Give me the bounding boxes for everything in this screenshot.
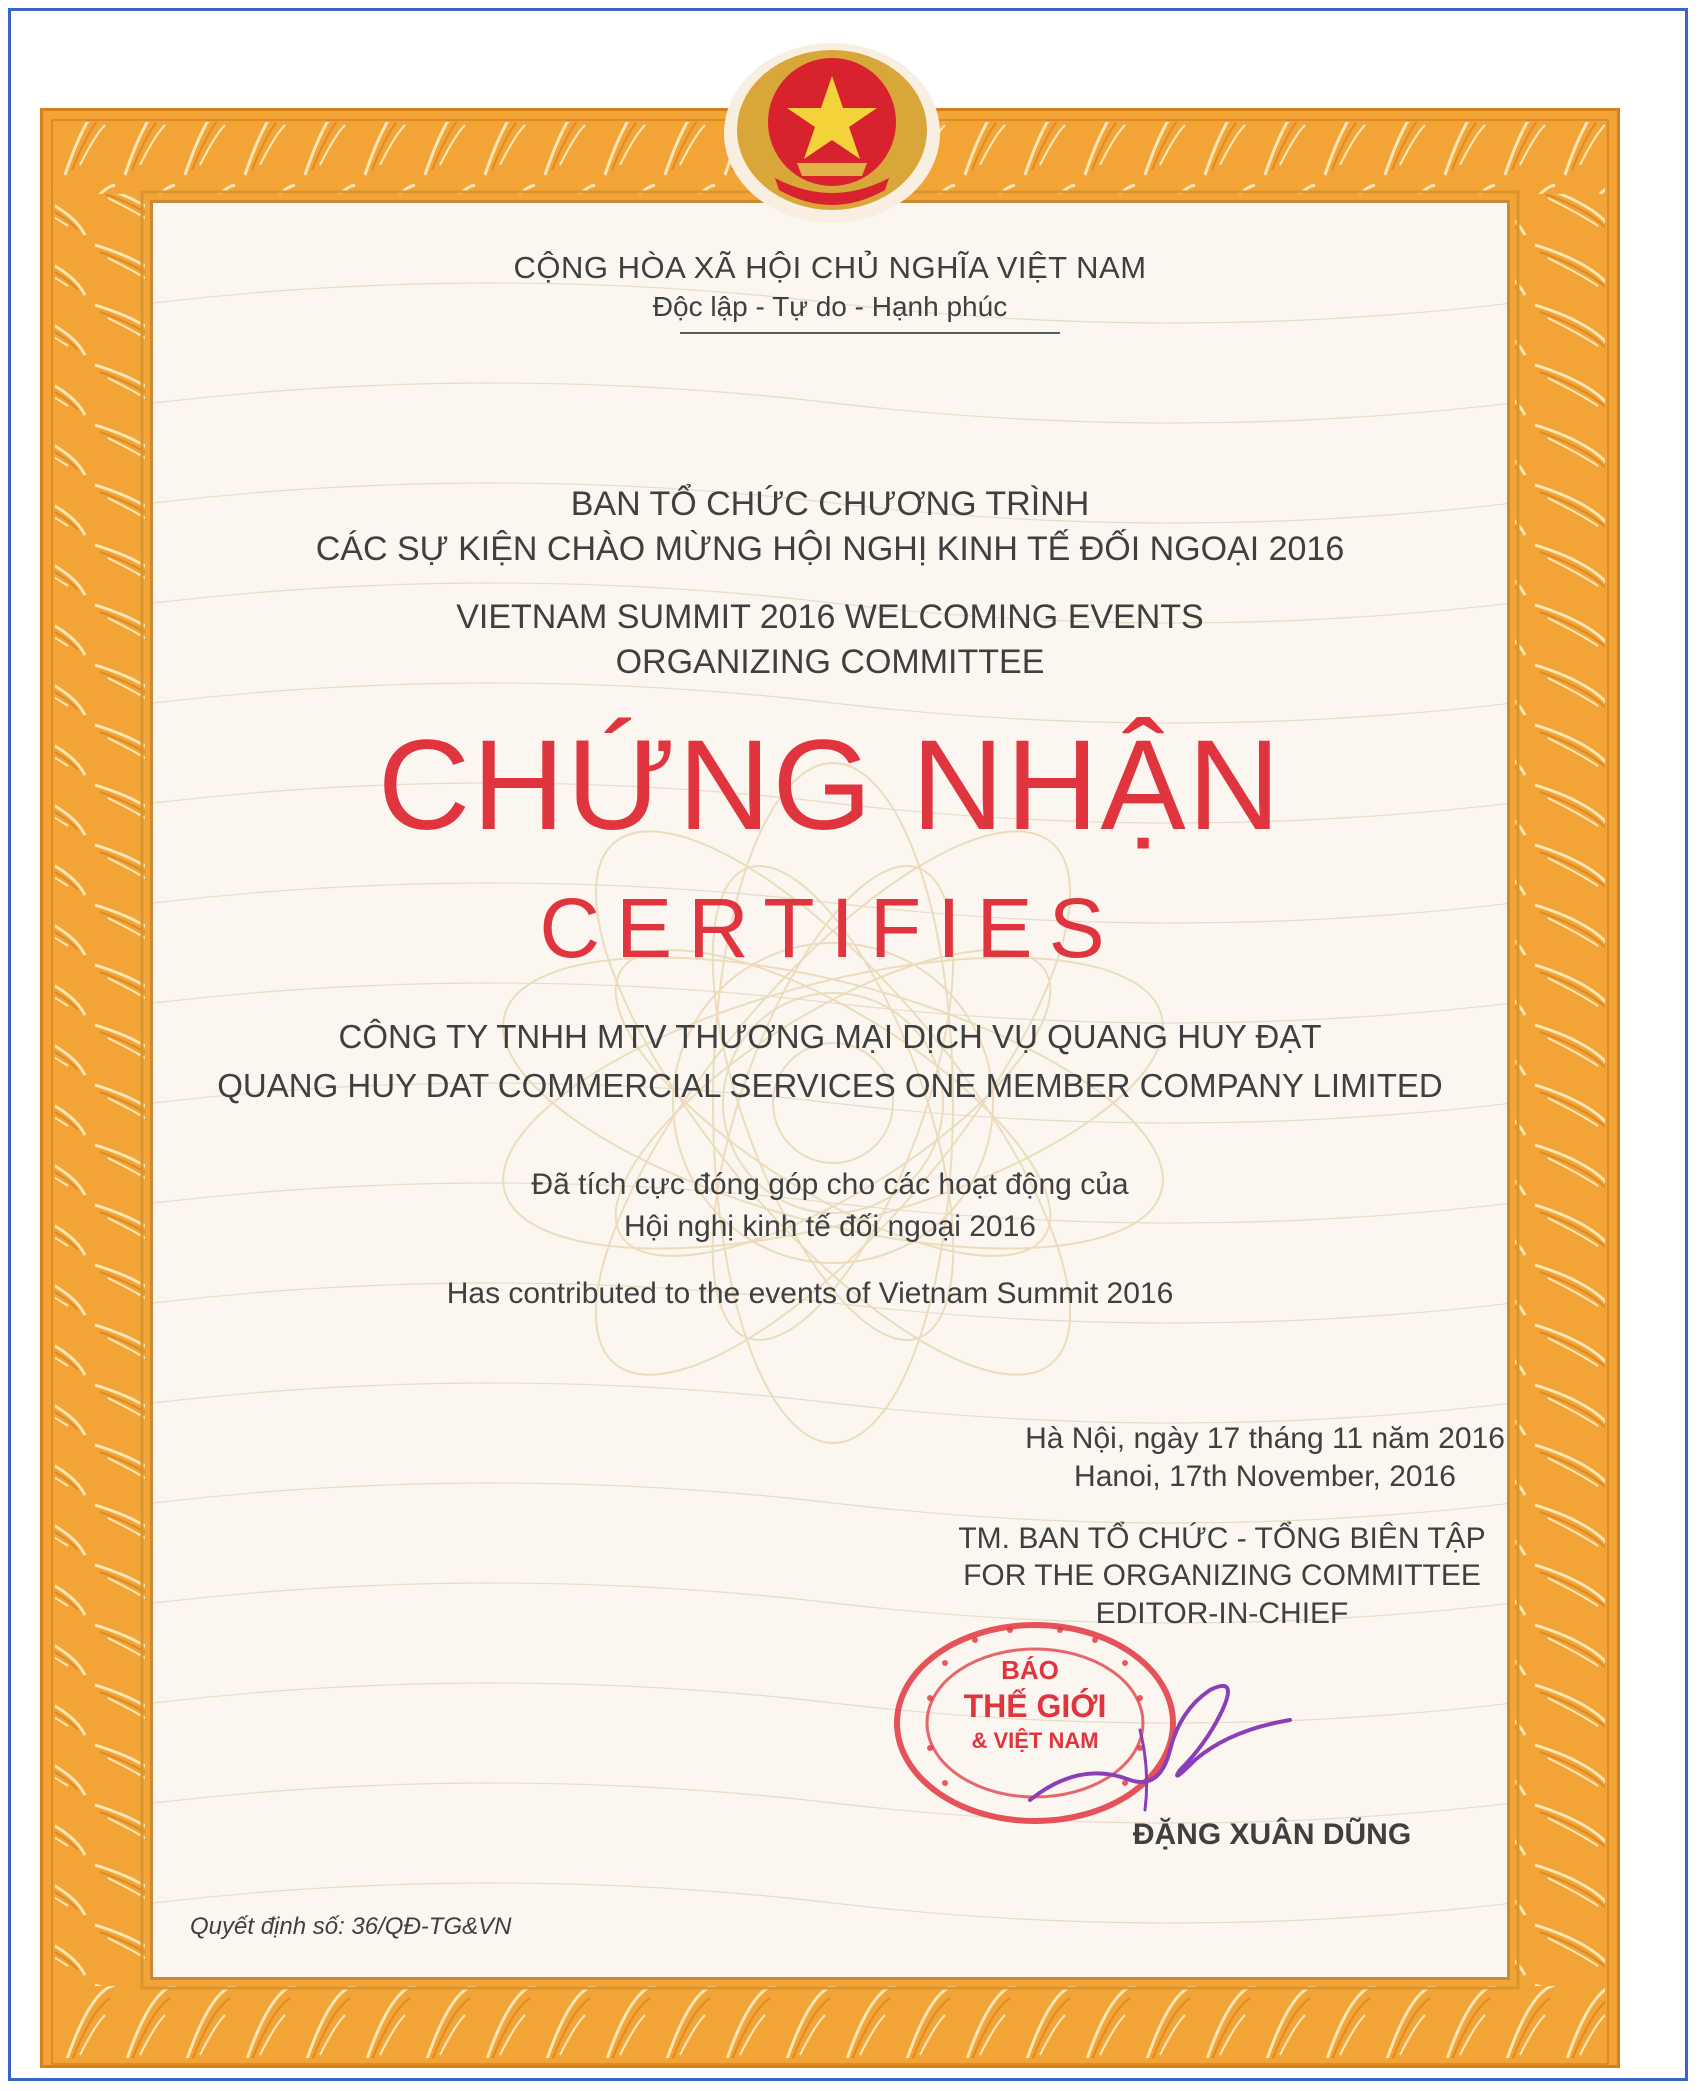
organizer-en-line1: VIETNAM SUMMIT 2016 WELCOMING EVENTS bbox=[456, 598, 1204, 636]
certificate-title-en: CERTIFIES bbox=[539, 881, 1121, 975]
organizer-en-line2: ORGANIZING COMMITTEE bbox=[615, 643, 1045, 681]
organizer-vi-line1: BAN TỔ CHỨC CHƯƠNG TRÌNH bbox=[570, 485, 1090, 523]
decision-number: Quyết định số: 36/QĐ-TG&VN bbox=[190, 1913, 512, 1940]
republic-name: CỘNG HÒA XÃ HỘI CHỦ NGHĨA VIỆT NAM bbox=[513, 250, 1147, 285]
issue-date-vi: Hà Nội, ngày 17 tháng 11 năm 2016 bbox=[1025, 1422, 1505, 1455]
signatory-title-en: FOR THE ORGANIZING COMMITTEE bbox=[963, 1559, 1481, 1592]
handwritten-signature bbox=[1020, 1660, 1300, 1820]
signer-name: ĐẶNG XUÂN DŨNG bbox=[1132, 1818, 1412, 1851]
national-emblem-icon bbox=[717, 38, 947, 228]
issue-date-en: Hanoi, 17th November, 2016 bbox=[1074, 1460, 1456, 1493]
signatory-role: EDITOR-IN-CHIEF bbox=[1095, 1597, 1349, 1630]
seal-text-line2: THẾ GIỚI bbox=[963, 1688, 1107, 1724]
seal-text-line1: BÁO bbox=[1001, 1655, 1059, 1685]
seal-text-line3: & VIỆT NAM bbox=[971, 1728, 1099, 1753]
motto-underline bbox=[680, 332, 1060, 334]
national-motto: Độc lập - Tự do - Hạnh phúc bbox=[652, 291, 1008, 322]
contribution-text-vi-line2: Hội nghị kinh tế đối ngoại 2016 bbox=[624, 1210, 1036, 1243]
organizer-vi-line2: CÁC SỰ KIỆN CHÀO MỪNG HỘI NGHỊ KINH TẾ ĐỐI NGOẠI 2016 bbox=[315, 530, 1345, 568]
signatory-title-vi: TM. BAN TỔ CHỨC - TỔNG BIÊN TẬP bbox=[958, 1522, 1486, 1555]
contribution-text-en: Has contributed to the events of Vietnam Summit 2016 bbox=[446, 1277, 1174, 1310]
contribution-text-vi-line1: Đã tích cực đóng góp cho các hoạt động của bbox=[531, 1168, 1129, 1201]
certificate-title-vi: CHỨNG NHẬN bbox=[377, 714, 1283, 857]
company-name-en: QUANG HUY DAT COMMERCIAL SERVICES ONE MEMBER COMPANY LIMITED bbox=[217, 1067, 1443, 1104]
company-name-vi: CÔNG TY TNHH MTV THƯƠNG MẠI DỊCH VỤ QUANG HUY ĐẠT bbox=[338, 1018, 1322, 1055]
